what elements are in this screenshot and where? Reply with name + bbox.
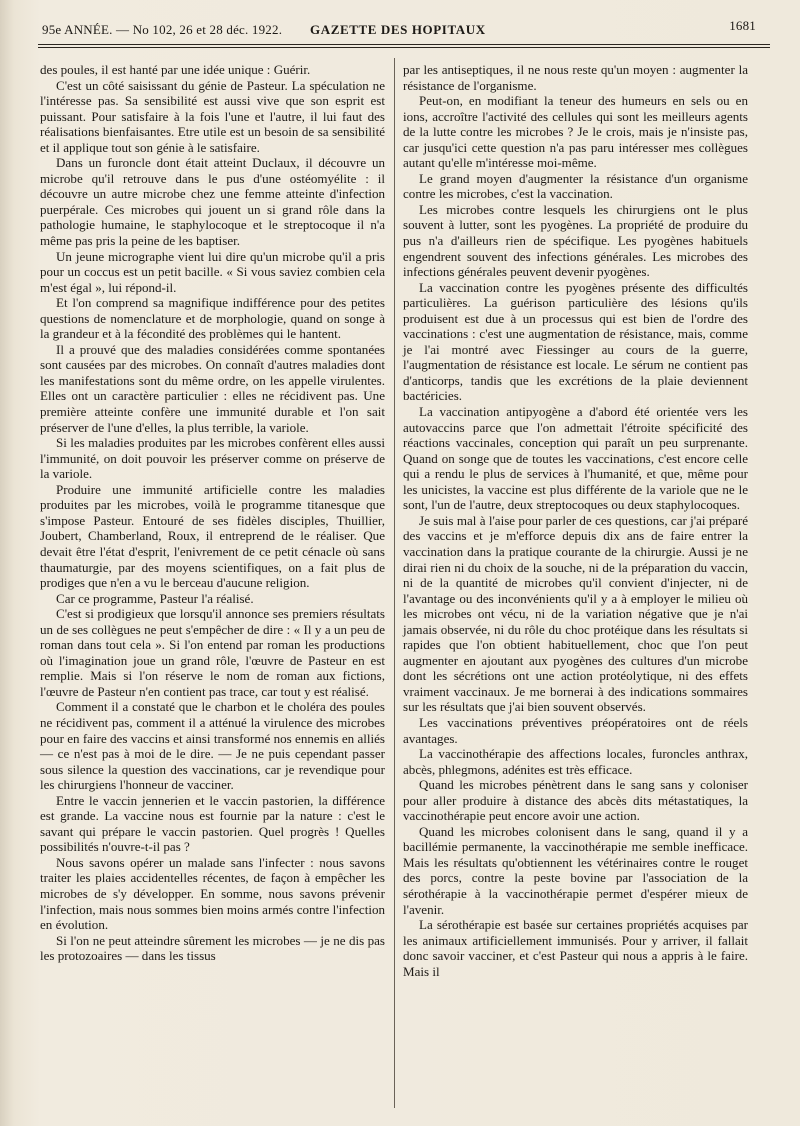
paragraph: Si les maladies produites par les microbes confèrent elles aussi l'immunité, on doit pouvoir les préserver comme on préserve de la variole. — [40, 435, 385, 482]
paragraph: La vaccinothérapie des affections locales, furoncles anthrax, abcès, phlegmons, adénites est très efficace. — [403, 746, 748, 777]
paragraph: Les microbes contre lesquels les chirurgiens ont le plus souvent à lutter, sont les pyogènes. La propriété de produire du pus n'a d'ailleurs rien de spécifique. Les pyogènes habituels engendrent souvent des infections générales. Les microbes des infections générales peuvent devenir pyogènes. — [403, 201, 748, 280]
paragraph: Le grand moyen d'augmenter la résistance d'un organisme contre les microbes, c'est la vaccination. — [403, 170, 748, 202]
paragraph: Entre le vaccin jennerien et le vaccin pastorien, la différence est grande. La vaccine nous est fournie par la nature : c'est le savant qui prépare le vaccin pastorien. Quel progrès ! Quelles possibilités n'ouvre-t-il pas ? — [40, 792, 385, 855]
paragraph: par les antiseptiques, il ne nous reste qu'un moyen : augmenter la résistance de l'organisme. — [403, 62, 748, 93]
paragraph: Quand les microbes colonisent dans le sang, quand il y a bacillémie permanente, la vaccinothérapie me semble inefficace. Mais les résultats qu'obtiennent les vétérinaires contre le rouget des porcs, contre la peste bovine par l'association de la sérothérapie à la vaccinothérapie permet d'espérer mieux de l'avenir. — [403, 823, 748, 917]
paragraph: Car ce programme, Pasteur l'a réalisé. — [56, 590, 254, 606]
paragraph: Et l'on comprend sa magnifique indifférence pour des petites questions de nomenclature et de morphologie, quand on songe à la grandeur et à la fécondité des problèmes qui le hantent. — [40, 295, 385, 342]
paragraph: Quand les microbes pénètrent dans le sang sans y coloniser pour aller produire à distance des abcès dits métastatiques, la vaccinothérapie peut encore avoir une action. — [403, 777, 748, 824]
column-divider — [394, 58, 395, 1108]
paragraph: Produire une immunité artificielle contre les maladies produites par les microbes, voilà le programme titanesque que s'impose Pasteur. Entouré de ses fidèles disciples, Thuillier, Joubert, Chamberland, Roux, il entreprend de le réaliser. Que devait être l'état d'esprit, l'enivrement de ce petit cénacle où sans thaumaturgie, par des moyens scientifiques, on a fait plus de prodiges que n'en a vu le berceau d'aucune religion. — [40, 481, 385, 591]
paragraph: Peut-on, en modifiant la teneur des humeurs en sels ou en ions, accroître l'activité des cellules qui sont les meilleurs agents de la lutte contre les microbes ? Je le crois, mais je n'insiste pas, car jusqu'ici cette question n'a pas paru intéresser mes collègues autant qu'elle m'intéresse moi-même. — [403, 93, 748, 171]
paragraph: des poules, il est hanté par une idée unique : Guérir. — [40, 62, 311, 77]
paragraph: La sérothérapie est basée sur certaines propriétés acquises par les animaux artificiellement immunisés. Pour y arriver, il fallait donc savoir vacciner, et c'est Pasteur qui nous a appris à le faire. Mais il — [403, 917, 748, 979]
paragraph: C'est si prodigieux que lorsqu'il annonce ses premiers résultats un de ses collègues ne peut s'empêcher de dire : « Il y a un peu de roman dans tout cela ». Si l'on entend par roman les productions où l'imagination joue un grand rôle, l'œuvre de Pasteur en est remplie. Mais si l'on réserve le nom de roman aux fictions, l'œuvre de Pasteur n'en contient pas trace, car tout y est réalisé. — [40, 606, 385, 699]
paragraph: La vaccination antipyogène a d'abord été orientée vers les autovaccins parce que l'on admettait l'étroite spécificité des réactions vaccinales, conception qui paraît un peu surprenante. Quand on songe que de toutes les vaccinations, c'est encore celle qui a rendu le plus de services à l'humanité, et que, même pour les unicistes, la vaccine est plus différente de la variole que ne le sont, l'un de l'autre, deux streptocoques ou deux staphylocoques. — [403, 404, 748, 513]
paragraph: C'est un côté saisissant du génie de Pasteur. La spéculation ne l'intéresse pas. Sa sensibilité est aussi vive que son esprit est puissant. Pour satisfaire à la fois l'une et l'autre, il lui faut des réalisations bienfaisantes. Etre utile est un besoin de sa sensibilité et il applique tout son génie à le satisfaire. — [40, 77, 385, 155]
page-number: 1681 — [729, 18, 756, 33]
header-rule — [38, 44, 770, 48]
paragraph: Il a prouvé que des maladies considérées comme spontanées sont causées par des microbes. On connaît d'autres maladies dont les manifestations sont du même ordre, on les appelle virulentes. Elles ont un caractère particulier : elles ne récidivent pas. Une première atteinte confère une immunité durable et l'on sait préserver de l'une d'elles, la plus terrible, la variole. — [40, 341, 385, 435]
paragraph: La vaccination contre les pyogènes présente des difficultés particulières. La guérison particulière des lésions qu'ils produisent est due à un processus qui est bien de l'ordre des vaccinations : c'est une augmentation de résistance, mais, comme je l'ai montré avec Fiessinger au cours de la guerre, l'augmentation de résistance est locale. Le sérum ne contient pas d'anticorps, tandis que les excrétions de la plaie deviennent bactéricies. — [403, 279, 748, 404]
paragraph: Un jeune micrographe vient lui dire qu'un microbe qu'il a pris pour un coccus est un petit bacille. « Si vous saviez combien cela m'est égal », lui répond-il. — [40, 248, 385, 295]
journal-title: GAZETTE DES HOPITAUX — [310, 22, 486, 37]
running-header — [42, 18, 760, 40]
paragraph: Dans un furoncle dont était atteint Duclaux, il découvre un microbe qu'il retrouve dans le pus d'une ostéomyélite : il découvre un autre microbe chez une femme atteinte d'infection puerpérale. Ces microbes qui jouent un si grand rôle dans la pathologie humaine, le staphylocoque et le streptocoque il n'a même pas pris la peine de les baptiser. — [40, 155, 385, 249]
paragraph: Je suis mal à l'aise pour parler de ces questions, car j'ai préparé des vaccins et je m'efforce depuis dix ans de faire entrer la vaccination dans la pratique courante de la chirurgie. Aussi je ne dirai rien ni du choix de la souche, ni de la préparation du vaccin, ni de la quantité de microbes qu'il convient d'injecter, ni de l'avantage ou des inconvénients qu'il y a à employer le milieu où les microbes ont vécu, ni de la variation négative que je n'ai jamais observée, ni du rôle du choc protéique dans les résultats si rapides que l'on obtient habituellement, choc que l'on peut augmenter en ajoutant aux pyogènes des cultures d'un microbe dont les sécrétions ont une action protéolytique, ni des effets vraiment vaccinaux. Je me bornerai à des indications sommaires sur les résultats que j'ai bien souvent observés. — [403, 512, 748, 715]
right-column — [403, 62, 748, 979]
issue-info: 95e ANNÉE. — No 102, 26 et 28 déc. 1922. — [42, 22, 283, 37]
paragraph: Comment il a constaté que le charbon et le choléra des poules ne récidivent pas, comment il a atténué la virulence des microbes pour en faire des vaccins et ainsi transformé nos ennemis en alliés — ce n'est pas à moi de le dire. — Je ne puis cependant passer sous silence la question des vaccinations, car je revendique pour les chirurgiens l'honneur de vacciner. — [40, 699, 385, 793]
paragraph: Nous savons opérer un malade sans l'infecter : nous savons traiter les plaies accidentelles récentes, de façon à empêcher les microbes de s'y développer. En somme, nous savons prévenir l'infection, mais nous sommes bien moins armés contre l'infection en évolution. — [40, 854, 385, 933]
paragraph: Les vaccinations préventives préopératoires ont de réels avantages. — [403, 714, 748, 746]
left-column — [40, 62, 385, 964]
paragraph: Si l'on ne peut atteindre sûrement les microbes — je ne dis pas les protozoaires — dans les tissus — [40, 932, 385, 964]
